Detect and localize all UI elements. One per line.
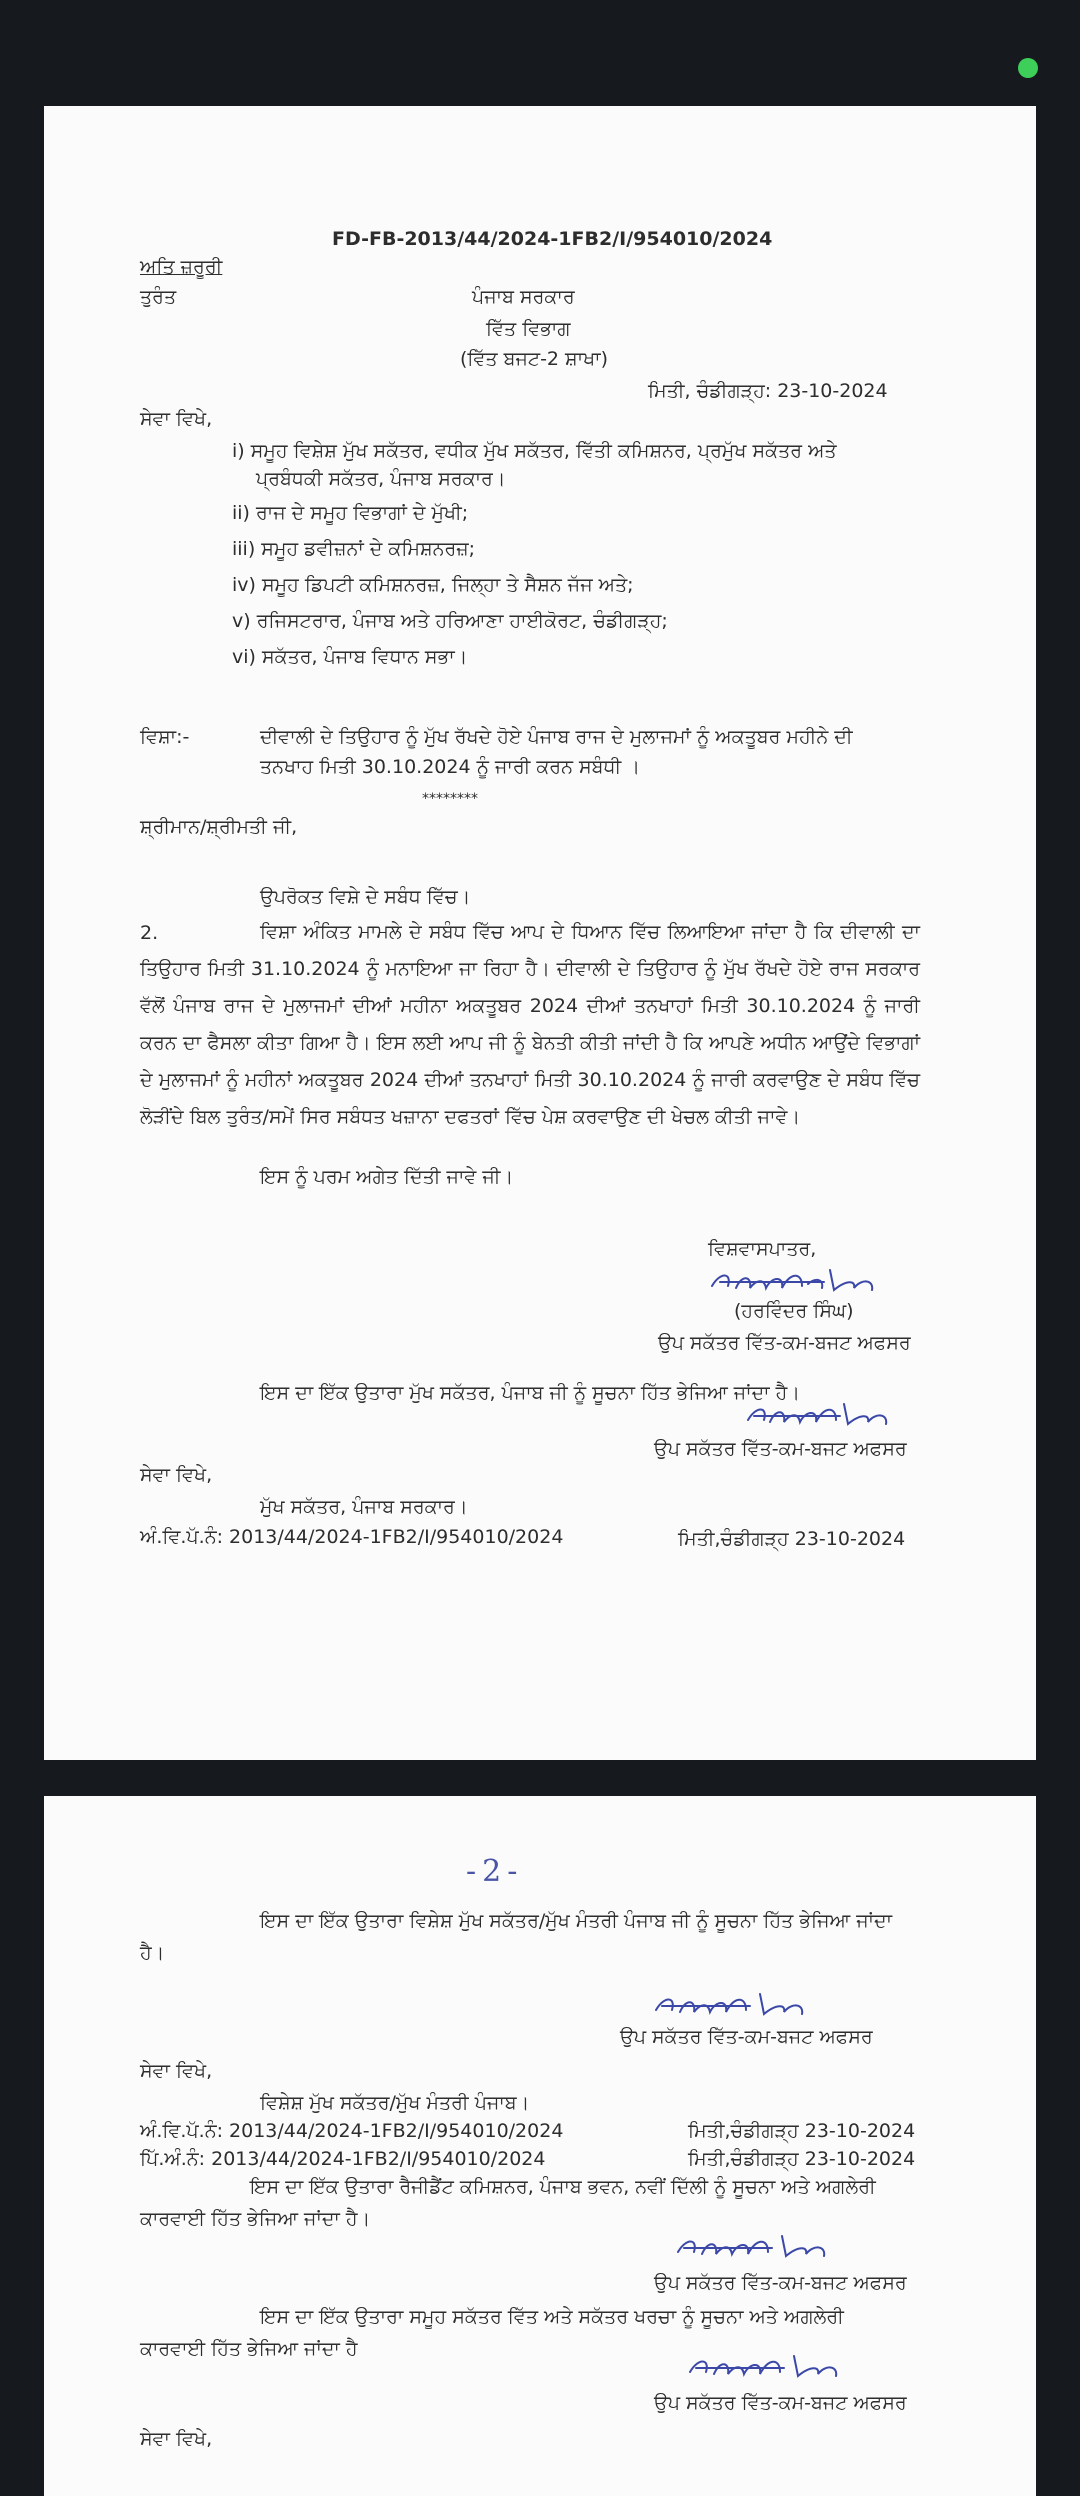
copy-note: ਇਸ ਦਾ ਇੱਕ ਉਤਾਰਾ ਰੈਜੀਡੈਂਟ ਕਮਿਸ਼ਨਰ, ਪੰਜਾਬ ਭਵਨ, ਨਵੀਂ ਦਿੱਲੀ ਨੂੰ ਸੂਚਨਾ ਅਤੇ ਅਗਲੇਰੀ bbox=[250, 2176, 876, 2198]
addressee-intro: ਸੇਵਾ ਵਿਖੇ, bbox=[140, 408, 213, 430]
copy-note: ਇਸ ਦਾ ਇੱਕ ਉਤਾਰਾ ਵਿਸ਼ੇਸ਼ ਮੁੱਖ ਸਕੱਤਰ/ਮੁੱਖ ਮੰਤਰੀ ਪੰਜਾਬ ਜੀ ਨੂੰ ਸੂਚਨਾ ਹਿੱਤ ਭੇਜਿਆ ਜਾਂਦਾ bbox=[260, 1910, 893, 1932]
salutation: ਸ਼੍ਰੀਮਾਨ/ਸ਼੍ਰੀਮਤੀ ਜੀ, bbox=[140, 816, 298, 838]
recipient-item: ii) ਰਾਜ ਦੇ ਸਮੂਹ ਵਿਭਾਗਾਂ ਦੇ ਮੁੱਖੀ; bbox=[232, 502, 469, 524]
subject-label: ਵਿਸ਼ਾ:- bbox=[140, 726, 190, 748]
signature-image bbox=[684, 2346, 874, 2386]
department-name: ਵਿੱਤ ਵਿਭਾਗ bbox=[486, 318, 571, 340]
copy-note: ਇਸ ਦਾ ਇੱਕ ਉਤਾਰਾ ਮੁੱਖ ਸਕੱਤਰ, ਪੰਜਾਬ ਜੀ ਨੂੰ ਸੂਚਨਾ ਹਿੱਤ ਭੇਜਿਆ ਜਾਂਦਾ ਹੈ। bbox=[260, 1382, 801, 1404]
document-page-2 bbox=[44, 1796, 1036, 2496]
finance-endorsement-number: ਪਿੱ.ਅੰ.ਨੰ: 2013/44/2024-1FB2/I/954010/2024 bbox=[140, 2148, 546, 2170]
urgency-label: ਤੁਰੰਤ bbox=[140, 286, 177, 308]
signer-designation: ਉਪ ਸਕੱਤਰ ਵਿੱਤ-ਕਮ-ਬਜਟ ਅਫਸਰ bbox=[654, 2392, 907, 2414]
finance-endorsement-date: ਮਿਤੀ,ਚੰਡੀਗੜ੍ਹ 23-10-2024 bbox=[688, 2148, 916, 2170]
signer-designation: ਉਪ ਸਕੱਤਰ ਵਿੱਤ-ਕਮ-ਬਜਟ ਅਫਸਰ bbox=[620, 2026, 873, 2048]
addressee: ਵਿਸ਼ੇਸ਼ ਮੁੱਖ ਸਕੱਤਰ/ਮੁੱਖ ਮੰਤਰੀ ਪੰਜਾਬ। bbox=[260, 2092, 530, 2114]
document-page-1 bbox=[44, 106, 1036, 1760]
status-indicator-dot bbox=[1018, 58, 1038, 78]
endorsement-number: ਅੰ.ਵਿ.ਪੱ.ਨੰ: 2013/44/2024-1FB2/I/954010/2024 bbox=[140, 1526, 564, 1548]
signature-image bbox=[706, 1258, 896, 1302]
closing-line: ਇਸ ਨੂੰ ਪਰਮ ਅਗੇਤ ਦਿੱਤੀ ਜਾਵੇ ਜੀ। bbox=[260, 1166, 514, 1188]
signer-name: (ਹਰਵਿੰਦਰ ਸਿੰਘ) bbox=[734, 1300, 854, 1322]
recipient-item: ਪ੍ਰਬੰਧਕੀ ਸਕੱਤਰ, ਪੰਜਾਬ ਸਰਕਾਰ। bbox=[256, 468, 506, 490]
separator: ******** bbox=[422, 791, 478, 807]
endorsement-number: ਅੰ.ਵਿ.ਪੱ.ਨੰ: 2013/44/2024-1FB2/I/954010/2024 bbox=[140, 2120, 564, 2142]
branch-name: (ਵਿੱਤ ਬਜਟ-2 ਸ਼ਾਖਾ) bbox=[460, 348, 609, 370]
copy-note: ਹੈ। bbox=[140, 1942, 165, 1964]
recipient-item: i) ਸਮੂਹ ਵਿਸ਼ੇਸ਼ ਮੁੱਖ ਸਕੱਤਰ, ਵਧੀਕ ਮੁੱਖ ਸਕੱਤਰ, ਵਿੱਤੀ ਕਮਿਸ਼ਨਰ, ਪ੍ਰਮੁੱਖ ਸਕੱਤਰ ਅਤੇ bbox=[232, 440, 837, 462]
priority-label: ਅਤਿ ਜ਼ਰੂਰੀ bbox=[140, 256, 223, 278]
file-number: FD-FB-2013/44/2024-1FB2/I/954010/2024 bbox=[332, 228, 773, 250]
body-paragraph: ਵਿਸ਼ਾ ਅੰਕਿਤ ਮਾਮਲੇ ਦੇ ਸਬੰਧ ਵਿੱਚ ਆਪ ਦੇ ਧਿਆਨ ਵਿੱਚ ਲਿਆਇਆ ਜਾਂਦਾ ਹੈ ਕਿ ਦੀਵਾਲੀ ਦਾ ਤਿਉਹਾਰ ਮਿਤੀ 31.10.2024 ਨੂੰ ਮਨਾਇਆ ਜਾ ਰਿਹਾ ਹੈ। ਦੀਵਾਲੀ ਦੇ ਤਿਉਹਾਰ ਨੂੰ ਮੁੱਖ ਰੱਖਦੇ ਹੋਏ ਰਾਜ ਸਰਕਾਰ ਵੱਲੋਂ ਪੰਜਾਬ ਰਾਜ ਦੇ ਮੁਲਾਜਮਾਂ ਦੀਆਂ ਮਹੀਨਾ ਅਕਤੂਬਰ 2024 ਦੀਆਂ ਤਨਖਾਹਾਂ ਮਿਤੀ 30.10.2024 ਨੂੰ ਜਾਰੀ ਕਰਨ ਦਾ ਫੈਸਲਾ ਕੀਤਾ ਗਿਆ ਹੈ। ਇਸ ਲਈ ਆਪ ਜੀ ਨੂੰ ਬੇਨਤੀ ਕੀਤੀ ਜਾਂਦੀ ਹੈ ਕਿ ਆਪਣੇ ਅਧੀਨ ਆਉਂਦੇ ਵਿਭਾਗਾਂ ਦੇ ਮੁਲਾਜਮਾਂ ਨੂੰ ਮਹੀਨਾਂ ਅਕਤੂਬਰ 2024 ਦੀਆਂ ਤਨਖਾਹਾਂ ਮਿਤੀ 30.10.2024 ਨੂੰ ਜਾਰੀ ਕਰਵਾਉਣ ਦੇ ਸਬੰਧ ਵਿੱਚ ਲੋੜੀਂਦੇ ਬਿਲ ਤੁਰੰਤ/ਸਮੇਂ ਸਿਰ ਸਬੰਧਤ ਖਜ਼ਾਨਾ ਦਫਤਰਾਂ ਵਿੱਚ ਪੇਸ਼ ਕਰਵਾਉਣ ਦੀ ਖੇਚਲ ਕੀਤੀ ਜਾਵੇ। bbox=[140, 921, 920, 1128]
subject-line: ਤਨਖਾਹ ਮਿਤੀ 30.10.2024 ਨੂੰ ਜਾਰੀ ਕਰਨ ਸਬੰਧੀ । bbox=[260, 756, 641, 778]
recipient-item: vi) ਸਕੱਤਰ, ਪੰਜਾਬ ਵਿਧਾਨ ਸਭਾ। bbox=[232, 646, 468, 668]
reference-line: ਉਪਰੋਕਤ ਵਿਸ਼ੇ ਦੇ ਸਬੰਧ ਵਿੱਚ। bbox=[260, 886, 471, 908]
addressee-intro: ਸੇਵਾ ਵਿਖੇ, bbox=[140, 2428, 213, 2450]
date-line: ਮਿਤੀ, ਚੰਡੀਗੜ੍ਹ: 23-10-2024 bbox=[648, 380, 888, 402]
recipient-item: v) ਰਜਿਸਟਰਾਰ, ਪੰਜਾਬ ਅਤੇ ਹਰਿਆਣਾ ਹਾਈਕੋਰਟ, ਚੰਡੀਗੜ੍ਹ; bbox=[232, 610, 668, 632]
signature-image bbox=[650, 1984, 840, 2024]
signature-image bbox=[744, 1394, 894, 1434]
paragraph-number: 2. bbox=[140, 922, 159, 944]
government-name: ਪੰਜਾਬ ਸਰਕਾਰ bbox=[472, 286, 575, 308]
addressee: ਮੁੱਖ ਸਕੱਤਰ, ਪੰਜਾਬ ਸਰਕਾਰ। bbox=[260, 1496, 468, 1518]
copy-note: ਕਾਰਵਾਈ ਹਿੱਤ ਭੇਜਿਆ ਜਾਂਦਾ ਹੈ। bbox=[140, 2208, 371, 2230]
addressee-intro: ਸੇਵਾ ਵਿਖੇ, bbox=[140, 2060, 213, 2082]
signature-image bbox=[672, 2226, 862, 2266]
signer-designation: ਉਪ ਸਕੱਤਰ ਵਿੱਤ-ਕਮ-ਬਜਟ ਅਫਸਰ bbox=[654, 2272, 907, 2294]
signer-designation: ਉਪ ਸਕੱਤਰ ਵਿੱਤ-ਕਮ-ਬਜਟ ਅਫਸਰ bbox=[654, 1438, 907, 1460]
endorsement-date: ਮਿਤੀ,ਚੰਡੀਗੜ੍ਹ 23-10-2024 bbox=[688, 2120, 916, 2142]
endorsement-date: ਮਿਤੀ,ਚੰਡੀਗੜ੍ਹ 23-10-2024 bbox=[678, 1528, 906, 1550]
copy-note: ਕਾਰਵਾਈ ਹਿੱਤ ਭੇਜਿਆ ਜਾਂਦਾ ਹੈ bbox=[140, 2338, 358, 2360]
recipient-item: iv) ਸਮੂਹ ਡਿਪਟੀ ਕਮਿਸ਼ਨਰਜ਼, ਜਿਲ੍ਹਾ ਤੇ ਸੈਸ਼ਨ ਜੱਜ ਅਤੇ; bbox=[232, 574, 634, 596]
copy-note: ਇਸ ਦਾ ਇੱਕ ਉਤਾਰਾ ਸਮੂਹ ਸਕੱਤਰ ਵਿੱਤ ਅਤੇ ਸਕੱਤਰ ਖਰਚਾ ਨੂੰ ਸੂਚਨਾ ਅਤੇ ਅਗਲੇਰੀ bbox=[260, 2306, 844, 2328]
addressee-intro: ਸੇਵਾ ਵਿਖੇ, bbox=[140, 1464, 213, 1486]
yours-faithfully: ਵਿਸ਼ਵਾਸਪਾਤਰ, bbox=[708, 1238, 817, 1260]
page-number: -2- bbox=[466, 1854, 524, 1889]
signer-designation: ਉਪ ਸਕੱਤਰ ਵਿੱਤ-ਕਮ-ਬਜਟ ਅਫਸਰ bbox=[658, 1332, 911, 1354]
recipient-item: iii) ਸਮੂਹ ਡਵੀਜ਼ਨਾਂ ਦੇ ਕਮਿਸ਼ਨਰਜ਼; bbox=[232, 538, 476, 560]
subject-line: ਦੀਵਾਲੀ ਦੇ ਤਿਉਹਾਰ ਨੂੰ ਮੁੱਖ ਰੱਖਦੇ ਹੋਏ ਪੰਜਾਬ ਰਾਜ ਦੇ ਮੁਲਾਜਮਾਂ ਨੂੰ ਅਕਤੂਬਰ ਮਹੀਨੇ ਦੀ bbox=[260, 726, 853, 748]
